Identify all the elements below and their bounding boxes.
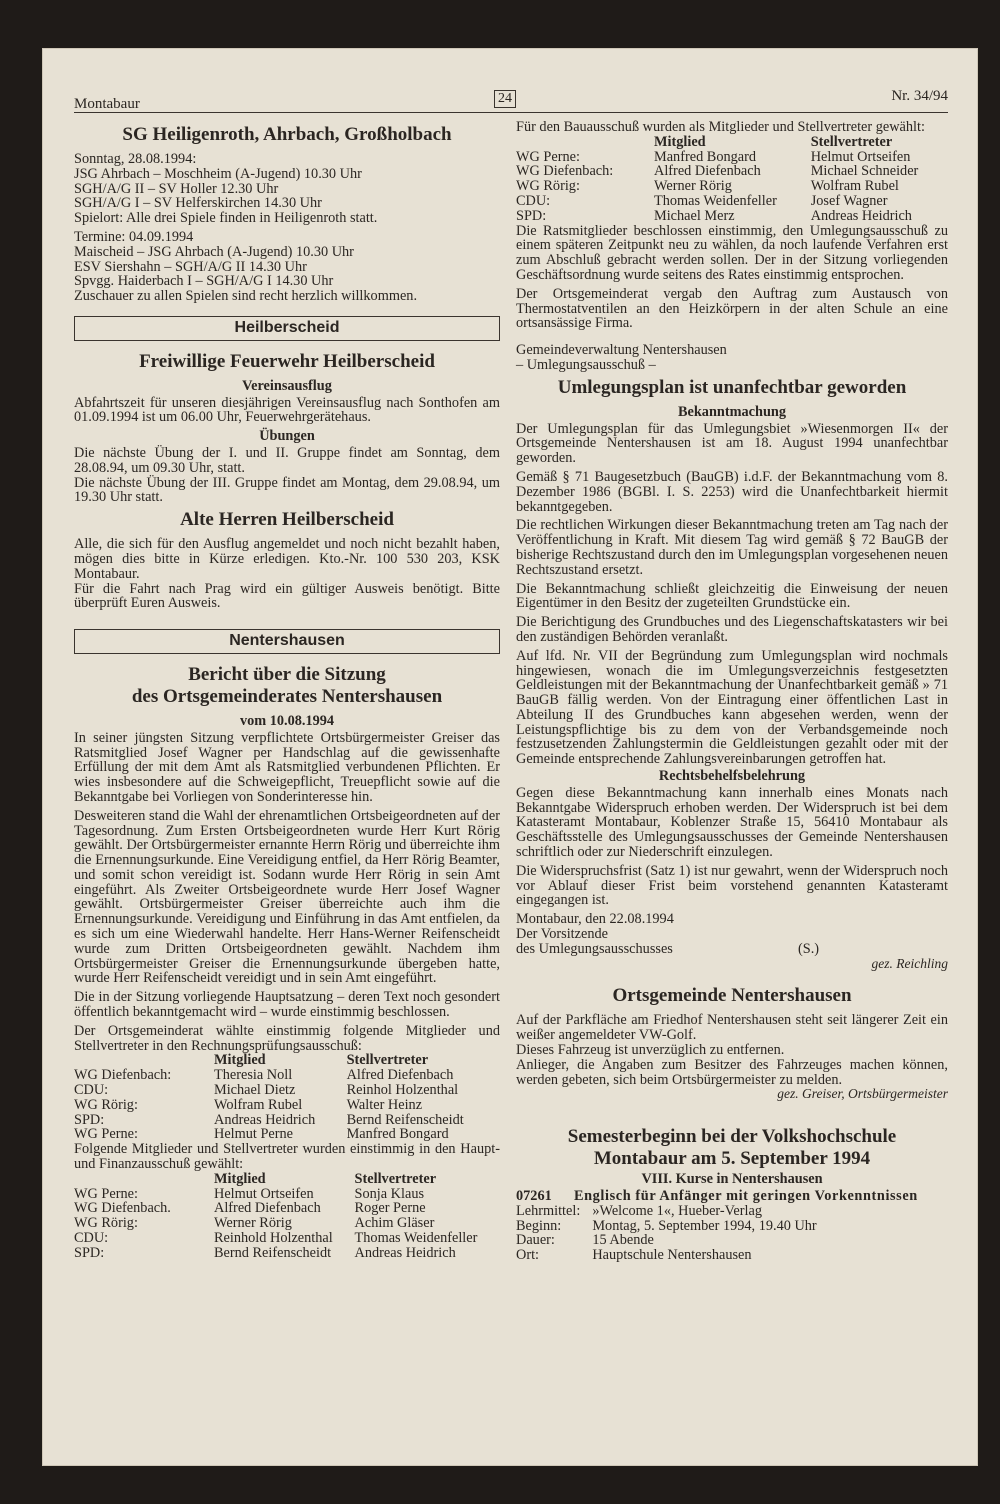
- bericht-p5: Folgende Mitglieder und Stellvertreter wurden einstimmig in den Haupt- und Finanzausschuß gewählt:: [74, 1141, 500, 1173]
- schedule-line: Spvgg. Haiderbach I – SGH/A/G I 14.30 Uhr: [74, 273, 334, 290]
- umlegung-p6: Auf lfd. Nr. VII der Begründung zum Umlegungsplan wird nochmals hingewiesen, wonach die im Umlegungsverzeichnis festgesetzten Geldleistungen mit der Bekanntmachung der Unanfechtbarkeit gemäß » 71 BauGB fällig werden. Von der Eintragung einer öffentlichen Last in Abteilung II des Grundbuches kann abgesehen werden, wenn der Leistungspflichtige bis zu dem von der Verbandsgemeinde noch festzusetzenden Zahlungstermin die Geldleistungen gezahlt oder mit der Gemeinde entsprechende Zahlungsvereinbarungen getroffen hat.: [516, 647, 948, 768]
- bau-head-stellvertreter: Stellvertreter: [810, 133, 893, 150]
- table-row: [74, 1231, 500, 1246]
- umlegung-sig2: des Umlegungsausschusses: [516, 940, 673, 957]
- member-cell: Alfred Diefenbach: [654, 163, 761, 180]
- course-value: Montag, 5. September 1994, 19.40 Uhr: [592, 1217, 817, 1234]
- header-place: Montabaur: [74, 96, 140, 112]
- deputy-cell: Andreas Heidrich: [354, 1244, 456, 1261]
- deputy-cell: Michael Schneider: [810, 163, 919, 180]
- table-row: [516, 209, 948, 224]
- schedule-line: Sonntag, 28.08.1994:: [74, 151, 197, 167]
- member-cell: Helmut Perne: [214, 1126, 294, 1143]
- deputy-cell: Walter Heinz: [346, 1096, 423, 1113]
- feuerwehr-text2: Die nächste Übung der I. und II. Gruppe findet am Sonntag, dem 28.08.94, um 09.30 Uhr, statt.: [74, 444, 500, 476]
- rechnungspruefung-table: [74, 1053, 500, 1142]
- schedule-line: ESV Siershahn – SGH/A/G II 14.30 Uhr: [74, 258, 307, 275]
- bau-intro: Für den Bauausschuß wurden als Mitglieder und Stellvertreter gewählt:: [516, 119, 925, 135]
- schedule-line: Zuschauer zu allen Spielen sind recht herzlich willkommen.: [74, 288, 418, 305]
- umlegung-p7: Gegen diese Bekanntmachung kann innerhalb eines Monats nach Bekanntgabe Widerspruch erhoben werden. Der Widerspruch ist bei dem Katasteramt Montabaur, Koblenzer Straße 15, 56410 Montabaur als Geschäftsstelle des Umlegungsausschusses der Gemeinde Nentershausen schriftlich oder zur Niederschrift einzulegen.: [516, 784, 948, 861]
- party-cell: WG Diefenbach.: [74, 1200, 171, 1217]
- ortsgemeinde-signed: gez. Greiser, Ortsbürgermeister: [777, 1086, 948, 1102]
- section-nentershausen: Nentershausen: [74, 629, 500, 654]
- page-number: 24: [494, 90, 516, 108]
- table-row: [74, 1187, 500, 1202]
- member-cell: Michael Merz: [654, 207, 735, 224]
- umlegung-title: Umlegungsplan ist unanfechtbar geworden: [557, 376, 907, 398]
- table-row: [74, 1098, 500, 1113]
- table1-head-stellvertreter: Stellvertreter: [346, 1052, 429, 1069]
- umlegung-org: [516, 343, 948, 373]
- sg-title: SG Heiligenroth, Ahrbach, Großholbach: [122, 124, 452, 145]
- deputy-cell: Roger Perne: [354, 1200, 426, 1217]
- umlegung-sig1: Der Vorsitzende: [516, 926, 608, 943]
- member-cell: Manfred Bongard: [654, 148, 757, 165]
- umlegung-sig-line: [516, 942, 948, 957]
- party-cell: CDU:: [516, 192, 551, 209]
- finanzausschuss-table: [74, 1172, 500, 1261]
- schedule-line: SGH/A/G I – SV Helferskirchen 14.30 Uhr: [74, 195, 322, 212]
- vhs-title-2: Montabaur am 5. September 1994: [593, 1148, 871, 1170]
- deputy-cell: Helmut Ortseifen: [810, 148, 911, 165]
- table-row: [74, 1127, 500, 1142]
- umlegung-date: Montabaur, den 22.08.1994: [516, 911, 674, 928]
- ortsgemeinde-p3: Anlieger, die Angaben zum Besitzer des Fahrzeuges machen können, werden gebeten, sich beim Ortsbürgermeister zu melden.: [516, 1056, 948, 1088]
- umlegung-p4: Die Bekanntmachung schließt gleichzeitig die Einweisung der neuen Eigentümer in den Besitz der zugeteilten Grundstücke ein.: [516, 580, 948, 612]
- seal-mark: (S.): [798, 940, 820, 957]
- table-row: [516, 150, 948, 165]
- rechtsbehelf-title: Rechtsbehelfsbelehrung: [658, 768, 806, 785]
- left-column: [74, 120, 500, 1261]
- ortsgemeinde-p1: Auf der Parkfläche am Friedhof Nentershausen steht seit längerer Zeit ein weißer angemeldeter VW-Golf.: [516, 1012, 948, 1044]
- bericht-p4: Der Ortsgemeinderat wählte einstimmig folgende Mitglieder und Stellvertreter in den Rechnungsprüfungsausschuß:: [74, 1022, 500, 1054]
- table-row: [516, 164, 948, 179]
- deputy-cell: Alfred Diefenbach: [346, 1067, 454, 1084]
- sg-schedule-2: [74, 230, 500, 304]
- alte-herren-text1: Alle, die sich für den Ausflug angemeldet und noch nicht bezahlt haben, mögen dies bitte in Kürze erledigen. Kto.-Nr. 100 530 203, KSK Montabaur.: [74, 536, 500, 582]
- table-row: [516, 1219, 829, 1234]
- bau-p2: Der Ortsgemeinderat vergab den Auftrag zum Austausch von Thermostatventilen an den Heizkörpern in der alten Schule an eine ortsansässige Firma.: [516, 285, 948, 332]
- schedule-line: Termine: 04.09.1994: [74, 228, 194, 245]
- table-row: [74, 1201, 500, 1216]
- deputy-cell: Reinhol Holzenthal: [346, 1082, 459, 1099]
- umlegung-org2: – Umlegungsausschuß –: [516, 356, 656, 373]
- table-row: [516, 1248, 829, 1263]
- member-cell: Werner Rörig: [214, 1215, 292, 1232]
- alte-herren-title: Alte Herren Heilberscheid: [180, 509, 394, 531]
- course-number: 07261: [516, 1188, 552, 1205]
- table1-head-mitglied: Mitglied: [214, 1052, 266, 1069]
- member-cell: Alfred Diefenbach: [214, 1200, 321, 1217]
- schedule-line: JSG Ahrbach – Moschheim (A-Jugend) 10.30 Uhr: [74, 165, 362, 182]
- party-cell: WG Perne:: [74, 1185, 138, 1202]
- course-label: Lehrmittel:: [516, 1202, 581, 1219]
- party-cell: SPD:: [74, 1111, 105, 1128]
- table-row: [74, 1216, 500, 1231]
- course-label: Dauer:: [516, 1232, 555, 1249]
- vhs-title-1: Semesterbeginn bei der Volkshochschule: [567, 1126, 897, 1148]
- right-column: [516, 120, 948, 1263]
- deputy-cell: Manfred Bongard: [346, 1126, 449, 1143]
- feuerwehr-sub1: Vereinsausflug: [242, 377, 332, 394]
- course-value: Hauptschule Nentershausen: [592, 1247, 752, 1264]
- bericht-title-2: des Ortsgemeinderates Nentershausen: [131, 685, 443, 707]
- member-cell: Michael Dietz: [214, 1082, 296, 1099]
- vhs-sub: VIII. Kurse in Nentershausen: [641, 1171, 823, 1188]
- party-cell: WG Diefenbach:: [74, 1067, 172, 1084]
- schedule-line: SGH/A/G II – SV Holler 12.30 Uhr: [74, 180, 279, 197]
- party-cell: WG Rörig:: [74, 1215, 138, 1232]
- course-value: »Welcome 1«, Hueber-Verlag: [592, 1202, 762, 1219]
- member-cell: Theresia Noll: [214, 1067, 293, 1084]
- table-row: [74, 1113, 500, 1128]
- party-cell: CDU:: [74, 1082, 109, 1099]
- umlegung-p5: Die Berichtigung des Grundbuches und des Liegenschaftskatasters wir bei den zuständigen Behörden veranlaßt.: [516, 614, 948, 645]
- member-cell: Thomas Weidenfeller: [654, 192, 777, 209]
- issue-number: Nr. 34/94: [891, 88, 948, 104]
- bau-p1: Die Ratsmitglieder beschlossen einstimmig, den Umlegungsausschuß zu einem späteren Zeitpunkt neu zu wählen, da noch laufende Verfahren erst zum Abschluß gebracht werden sollen. Der in der Sitzung vorliegenden Geschäftsordnung wurde seitens des Rates einstimmig entsprochen.: [516, 222, 948, 283]
- deputy-cell: Josef Wagner: [810, 192, 888, 209]
- header-rule: [74, 112, 948, 113]
- member-cell: Wolfram Rubel: [214, 1096, 303, 1113]
- party-cell: SPD:: [516, 207, 547, 224]
- deputy-cell: Wolfram Rubel: [810, 178, 899, 195]
- member-cell: Reinhold Holzenthal: [214, 1230, 333, 1247]
- table-row: [516, 194, 948, 209]
- ortsgemeinde-title: Ortsgemeinde Nentershausen: [612, 985, 852, 1007]
- member-cell: Andreas Heidrich: [214, 1111, 316, 1128]
- bericht-p2: Desweiteren stand die Wahl der ehrenamtlichen Ortsbeigeordneten auf der Tagesordnung. Zum Ersten Ortsbeigeordneten wurde Herr Kurt Rörig gewählt. Der Ortsbürgermeister ernannte Herrn Rörig und überreichte ihm die Ernennungsurkunde. Eine Vereidigung entfiel, da Herr Rörig Beamter, und somit schon vereidigt ist. Sodann wurde Herr Rörig in sein Amt eingeführt. Als Zweiter Ortsbeigeordnete wurde Herr Josef Wagner gewählt. Ortsbürgermeister Greiser überreichte auch ihm die Ernennungsurkunde. Vereidigung und Einführung in das Amt entfielen, da es sich um eine Wiederwahl handelte. Herr Hans-Werner Reifenscheidt wurde zum Dritten Ortsbeigeordneten gewählt. Nachdem ihm Ortsbürgermeister Greiser die Ernennungsurkunde übergeben hatte, wurde Herr Reifenscheidt vereidigt und in sein Amt eingeführt.: [74, 807, 500, 987]
- feuerwehr-sub2: Übungen: [259, 428, 315, 445]
- party-cell: WG Perne:: [516, 148, 580, 165]
- umlegung-p1: Der Umlegungsplan für das Umlegungsbiet »Wiesenmorgen II« der Ortsgemeinde Nentershausen ist am 18. August 1994 unanfechtbar geworden.: [516, 420, 948, 467]
- table2-head-mitglied: Mitglied: [214, 1170, 266, 1187]
- course-details: [516, 1204, 829, 1263]
- party-cell: WG Diefenbach:: [516, 163, 614, 180]
- bericht-p1: In seiner jüngsten Sitzung verpflichtete Ortsbürgermeister Greiser das Ratsmitglied Josef Wagner per Handschlag auf die gewissenhafte Erfüllung der mit dem Amt als Ratsmitglied verbundenen Pflichten. Er wies insbesondere auf die Schweigepflicht, Treuepflicht sowie auf die Bekanntgabe bei Vorliegen von Sonderinteresse hin.: [74, 729, 500, 805]
- table-row: [516, 1233, 829, 1248]
- alte-herren-text2: Für die Fahrt nach Prag wird ein gültiger Ausweis benötigt. Bitte überprüft Euren Ausweis.: [74, 580, 500, 612]
- course-title: Englisch für Anfänger mit geringen Vorkenntnissen: [574, 1188, 918, 1205]
- member-cell: Werner Rörig: [654, 178, 732, 195]
- party-cell: SPD:: [74, 1244, 105, 1261]
- course-value: 15 Abende: [592, 1232, 654, 1249]
- table2-head-stellvertreter: Stellvertreter: [354, 1170, 437, 1187]
- table-row: [74, 1246, 500, 1261]
- bericht-title-1: Bericht über die Sitzung: [188, 663, 386, 685]
- party-cell: CDU:: [74, 1230, 109, 1247]
- bericht-date: vom 10.08.1994: [239, 712, 335, 729]
- newspaper-page: [42, 48, 978, 1466]
- sg-schedule-1: [74, 152, 500, 226]
- umlegung-sub: Bekanntmachung: [677, 403, 787, 420]
- course-label: Ort:: [516, 1247, 540, 1264]
- umlegung-org1: Gemeindeverwaltung Nentershausen: [516, 342, 727, 359]
- deputy-cell: Achim Gläser: [354, 1215, 435, 1232]
- party-cell: WG Perne:: [74, 1126, 138, 1143]
- bauausschuss-table: [516, 135, 948, 224]
- deputy-cell: Sonja Klaus: [354, 1185, 425, 1202]
- ortsgemeinde-p2: Dieses Fahrzeug ist unverzüglich zu entfernen.: [516, 1042, 785, 1059]
- table-row: [516, 179, 948, 194]
- page-header: [74, 88, 948, 116]
- table-row: [74, 1083, 500, 1098]
- member-cell: Helmut Ortseifen: [214, 1185, 314, 1202]
- umlegung-p2: Gemäß § 71 Baugesetzbuch (BauGB) i.d.F. der Bekanntmachung vom 8. Dezember 1986 (BGBl. I. S. 2253) wird die Unanfechtbarkeit hiermit bekanntgegeben.: [516, 468, 948, 515]
- course-label: Beginn:: [516, 1217, 562, 1234]
- table-row: [516, 1204, 829, 1219]
- deputy-cell: Thomas Weidenfeller: [354, 1230, 478, 1247]
- deputy-cell: Andreas Heidrich: [810, 207, 912, 224]
- party-cell: WG Rörig:: [516, 178, 580, 195]
- feuerwehr-text3: Die nächste Übung der III. Gruppe findet am Montag, dem 29.08.94, um 19.30 Uhr statt.: [74, 474, 500, 506]
- course-heading: [516, 1189, 948, 1204]
- deputy-cell: Bernd Reifenscheidt: [346, 1111, 464, 1128]
- bericht-p3: Die in der Sitzung vorliegende Hauptsatzung – deren Text noch gesondert öffentlich bekanntgemacht wird – wurde einstimmig beschlossen.: [74, 989, 500, 1021]
- feuerwehr-title: Freiwillige Feuerwehr Heilberscheid: [139, 350, 435, 372]
- feuerwehr-text1: Abfahrtszeit für unseren diesjährigen Vereinsausflug nach Sonthofen am 01.09.1994 ist um 06.00 Uhr, Feuerwehrgerätehaus.: [74, 394, 500, 426]
- umlegung-p3: Die rechtlichen Wirkungen dieser Bekanntmachung treten am Tag nach der Veröffentlichung in Kraft. Mit diesem Tag wird gemäß § 72 BauGB der bisherige Rechtszustand durch den im Umlegungsplan vorgesehenen neuen Rechtszustand ersetzt.: [516, 517, 948, 578]
- section-heilberscheid: Heilberscheid: [74, 316, 500, 341]
- party-cell: WG Rörig:: [74, 1096, 138, 1113]
- bau-head-mitglied: Mitglied: [654, 133, 706, 150]
- table-row: [74, 1068, 500, 1083]
- umlegung-signed: gez. Reichling: [871, 955, 948, 971]
- schedule-line: Maischeid – JSG Ahrbach (A-Jugend) 10.30 Uhr: [74, 243, 354, 260]
- member-cell: Bernd Reifenscheidt: [214, 1244, 332, 1261]
- umlegung-p8: Die Widerspruchsfrist (Satz 1) ist nur gewahrt, wenn der Widerspruch noch vor Ablauf dieser Frist beim vorstehend genannten Katasteramt eingegangen ist.: [516, 862, 948, 909]
- schedule-line: Spielort: Alle drei Spiele finden in Heiligenroth statt.: [74, 210, 378, 227]
